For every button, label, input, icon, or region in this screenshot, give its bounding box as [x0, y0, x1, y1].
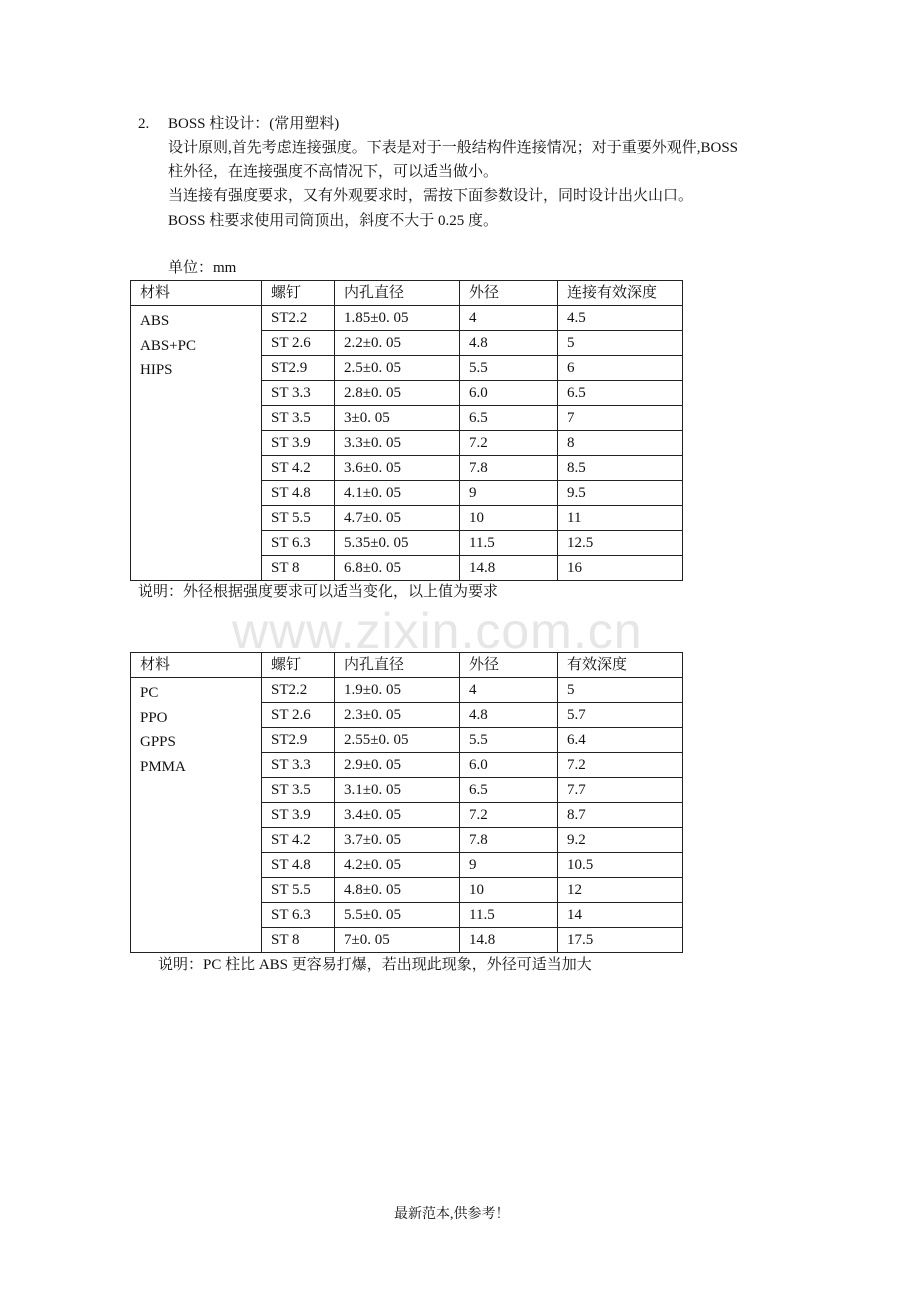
- inner-diameter-cell: 2.8±0. 05: [335, 381, 460, 406]
- screw-cell: ST 8: [262, 928, 335, 953]
- material-cell: [131, 678, 262, 953]
- outer-diameter-cell: 4.8: [460, 703, 558, 728]
- screw-cell: ST 4.2: [262, 828, 335, 853]
- outer-diameter-cell: 14.8: [460, 928, 558, 953]
- effective-depth-cell: 12.5: [558, 531, 683, 556]
- outer-diameter-cell: 4: [460, 306, 558, 331]
- screw-cell: ST2.2: [262, 678, 335, 703]
- outer-diameter-cell: 7.8: [460, 456, 558, 481]
- material-name: HIPS: [140, 362, 173, 378]
- outer-diameter-cell: 10: [460, 878, 558, 903]
- effective-depth-cell: 7: [558, 406, 683, 431]
- watermark: www.zixin.com.cn: [232, 603, 643, 659]
- screw-cell: ST 3.3: [262, 381, 335, 406]
- header-cell: 材料: [131, 281, 262, 306]
- inner-diameter-cell: 5.5±0. 05: [335, 903, 460, 928]
- header-cell: 内孔直径: [335, 653, 460, 678]
- header-cell: 有效深度: [558, 653, 683, 678]
- screw-cell: ST 3.3: [262, 753, 335, 778]
- screw-cell: ST 2.6: [262, 331, 335, 356]
- inner-diameter-cell: 3.1±0. 05: [335, 778, 460, 803]
- inner-diameter-cell: 2.9±0. 05: [335, 753, 460, 778]
- material-name: PC: [140, 685, 159, 701]
- material-name: GPPS: [140, 734, 176, 750]
- outer-diameter-cell: 6.5: [460, 778, 558, 803]
- outer-diameter-cell: 5.5: [460, 728, 558, 753]
- header-cell: 螺钉: [262, 281, 335, 306]
- material-name: ABS+PC: [140, 337, 196, 354]
- inner-diameter-cell: 4.8±0. 05: [335, 878, 460, 903]
- screw-cell: ST 5.5: [262, 878, 335, 903]
- effective-depth-cell: 16: [558, 556, 683, 581]
- effective-depth-cell: 10.5: [558, 853, 683, 878]
- effective-depth-cell: 8: [558, 431, 683, 456]
- outer-diameter-cell: 5.5: [460, 356, 558, 381]
- outer-diameter-cell: 9: [460, 853, 558, 878]
- table-note-abs: 说明：外径根据强度要求可以适当变化，以上值为要求: [138, 584, 499, 600]
- outer-diameter-cell: 6.0: [460, 381, 558, 406]
- material-name: PMMA: [140, 758, 186, 775]
- effective-depth-cell: 8.7: [558, 803, 683, 828]
- outer-diameter-cell: 4.8: [460, 331, 558, 356]
- screw-cell: ST 2.6: [262, 703, 335, 728]
- screw-cell: ST 3.5: [262, 778, 335, 803]
- unit-label: 单位：mm: [168, 260, 237, 276]
- screw-cell: ST 8: [262, 556, 335, 581]
- outer-diameter-cell: 7.8: [460, 828, 558, 853]
- table-row: [131, 306, 683, 331]
- inner-diameter-cell: 3±0. 05: [335, 406, 460, 431]
- inner-diameter-cell: 3.3±0. 05: [335, 431, 460, 456]
- screw-cell: ST 6.3: [262, 531, 335, 556]
- inner-diameter-cell: 6.8±0. 05: [335, 556, 460, 581]
- effective-depth-cell: 5.7: [558, 703, 683, 728]
- inner-diameter-cell: 1.85±0. 05: [335, 306, 460, 331]
- effective-depth-cell: 4.5: [558, 306, 683, 331]
- effective-depth-cell: 5: [558, 678, 683, 703]
- outer-diameter-cell: 9: [460, 481, 558, 506]
- effective-depth-cell: 14: [558, 903, 683, 928]
- screw-cell: ST 4.2: [262, 456, 335, 481]
- screw-cell: ST2.2: [262, 306, 335, 331]
- outer-diameter-cell: 4: [460, 678, 558, 703]
- header-cell: 外径: [460, 653, 558, 678]
- screw-cell: ST 4.8: [262, 481, 335, 506]
- inner-diameter-cell: 2.5±0. 05: [335, 356, 460, 381]
- page-footer: 最新范本,供参考！: [394, 1207, 510, 1222]
- header-cell: 材料: [131, 653, 262, 678]
- paragraph-design-principle: 设计原则,首先考虑连接强度。下表是对于一般结构件连接情况；对于重要外观件,BOSS: [168, 140, 739, 156]
- paragraph-ejection: BOSS 柱要求使用司筒顶出，斜度不大于 0.25 度。: [168, 213, 499, 229]
- outer-diameter-cell: 11.5: [460, 903, 558, 928]
- inner-diameter-cell: 4.1±0. 05: [335, 481, 460, 506]
- screw-cell: ST 3.9: [262, 803, 335, 828]
- outer-diameter-cell: 10: [460, 506, 558, 531]
- header-row: [131, 653, 683, 678]
- screw-cell: ST 3.5: [262, 406, 335, 431]
- outer-diameter-cell: 14.8: [460, 556, 558, 581]
- effective-depth-cell: 8.5: [558, 456, 683, 481]
- screw-cell: ST 5.5: [262, 506, 335, 531]
- inner-diameter-cell: 4.7±0. 05: [335, 506, 460, 531]
- header-cell: 内孔直径: [335, 281, 460, 306]
- header-cell: 外径: [460, 281, 558, 306]
- section-number: 2.: [138, 116, 150, 132]
- outer-diameter-cell: 7.2: [460, 803, 558, 828]
- inner-diameter-cell: 4.2±0. 05: [335, 853, 460, 878]
- outer-diameter-cell: 6.5: [460, 406, 558, 431]
- inner-diameter-cell: 7±0. 05: [335, 928, 460, 953]
- effective-depth-cell: 7.7: [558, 778, 683, 803]
- inner-diameter-cell: 1.9±0. 05: [335, 678, 460, 703]
- inner-diameter-cell: 5.35±0. 05: [335, 531, 460, 556]
- outer-diameter-cell: 7.2: [460, 431, 558, 456]
- material-name: PPO: [140, 709, 168, 726]
- table-note-pc: 说明：PC 柱比 ABS 更容易打爆，若出现此现象，外径可适当加大: [158, 957, 592, 973]
- screw-cell: ST2.9: [262, 728, 335, 753]
- inner-diameter-cell: 3.4±0. 05: [335, 803, 460, 828]
- paragraph-strength-appearance: 当连接有强度要求，又有外观要求时，需按下面参数设计，同时设计出火山口。: [168, 188, 694, 204]
- effective-depth-cell: 11: [558, 506, 683, 531]
- material-cell: [131, 306, 262, 581]
- outer-diameter-cell: 11.5: [460, 531, 558, 556]
- inner-diameter-cell: 2.2±0. 05: [335, 331, 460, 356]
- boss-spec-table-abs: [130, 280, 683, 581]
- inner-diameter-cell: 3.6±0. 05: [335, 456, 460, 481]
- effective-depth-cell: 17.5: [558, 928, 683, 953]
- effective-depth-cell: 6: [558, 356, 683, 381]
- paragraph-outer-diameter: 柱外径，在连接强度不高情况下，可以适当做小。: [168, 164, 499, 180]
- inner-diameter-cell: 3.7±0. 05: [335, 828, 460, 853]
- inner-diameter-cell: 2.3±0. 05: [335, 703, 460, 728]
- effective-depth-cell: 7.2: [558, 753, 683, 778]
- effective-depth-cell: 9.5: [558, 481, 683, 506]
- effective-depth-cell: 6.4: [558, 728, 683, 753]
- boss-spec-table-pc: [130, 652, 683, 953]
- effective-depth-cell: 12: [558, 878, 683, 903]
- section-heading: BOSS 柱设计：(常用塑料): [168, 116, 340, 132]
- header-cell: 连接有效深度: [558, 281, 683, 306]
- screw-cell: ST 4.8: [262, 853, 335, 878]
- effective-depth-cell: 5: [558, 331, 683, 356]
- material-name: ABS: [140, 313, 170, 329]
- outer-diameter-cell: 6.0: [460, 753, 558, 778]
- screw-cell: ST 6.3: [262, 903, 335, 928]
- table-row: [131, 678, 683, 703]
- effective-depth-cell: 9.2: [558, 828, 683, 853]
- inner-diameter-cell: 2.55±0. 05: [335, 728, 460, 753]
- header-row: [131, 281, 683, 306]
- effective-depth-cell: 6.5: [558, 381, 683, 406]
- screw-cell: ST 3.9: [262, 431, 335, 456]
- header-cell: 螺钉: [262, 653, 335, 678]
- screw-cell: ST2.9: [262, 356, 335, 381]
